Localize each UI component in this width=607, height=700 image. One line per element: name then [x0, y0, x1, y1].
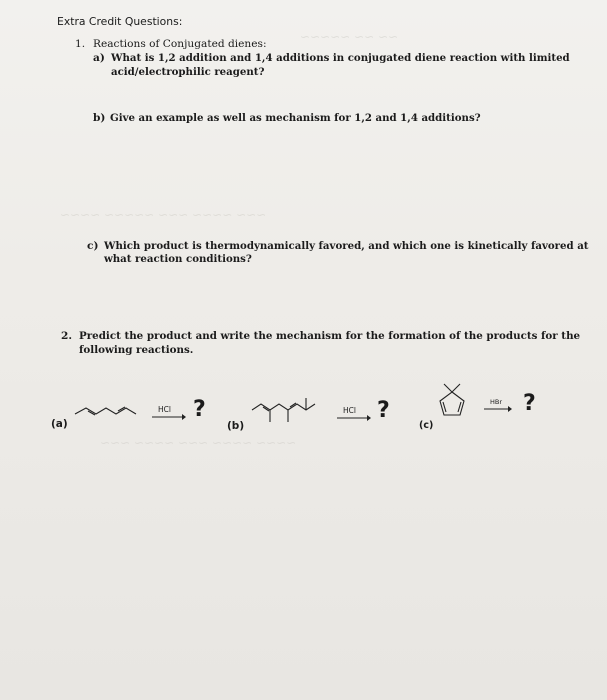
q1-title: Reactions of Conjugated dienes: — [93, 38, 267, 50]
q1a-label: a) — [93, 52, 105, 64]
reaction-b-label: (b) — [227, 420, 245, 432]
diene-b-structure — [250, 396, 338, 426]
page-title: Extra Credit Questions: — [57, 15, 183, 28]
q1-number: 1. — [75, 38, 86, 50]
q2-number: 2. — [61, 330, 73, 342]
q1b-text: Give an example as well as mechanism for 1,2 and 1,4 additions? — [110, 112, 481, 124]
reaction-arrow-a — [152, 413, 186, 421]
q2-line2: following reactions. — [79, 344, 194, 356]
reagent-b: HCl — [343, 406, 356, 415]
q1a-line1: What is 1,2 addition and 1,4 additions in conjugated diene reaction with limited — [111, 52, 570, 64]
q2-line1: Predict the product and write the mechanism for the formation of the products for the — [79, 330, 581, 342]
show-through-text: ~~ ~~ ~~~~~ — [300, 30, 399, 44]
product-a-question-mark: ? — [193, 397, 206, 422]
reagent-c: HBr — [490, 398, 503, 406]
q1a-line2: acid/electrophilic reagent? — [111, 66, 265, 78]
product-c-question-mark: ? — [523, 391, 536, 416]
reaction-c-label: (c) — [419, 420, 434, 431]
reaction-arrow-c — [484, 405, 512, 413]
reaction-a-label: (a) — [51, 418, 68, 430]
show-through-text: ~~~~ ~~~~ ~~~ ~~~~ ~~~ — [100, 436, 297, 450]
reagent-a: HCl — [158, 405, 171, 414]
cyclopentadiene-c-structure — [432, 372, 472, 422]
show-through-text: ~~~ ~~~~ ~~~ ~~~~~ ~~~~ — [60, 208, 267, 222]
q1c-label: c) — [87, 240, 99, 252]
q1c-line2: what reaction conditions? — [104, 253, 252, 265]
q1b-label: b) — [93, 112, 106, 124]
reaction-arrow-b — [337, 414, 371, 422]
q1c-line1: Which product is thermodynamically favored, and which one is kinetically favored at — [104, 240, 589, 252]
product-b-question-mark: ? — [377, 398, 390, 423]
diene-a-structure — [74, 400, 144, 420]
